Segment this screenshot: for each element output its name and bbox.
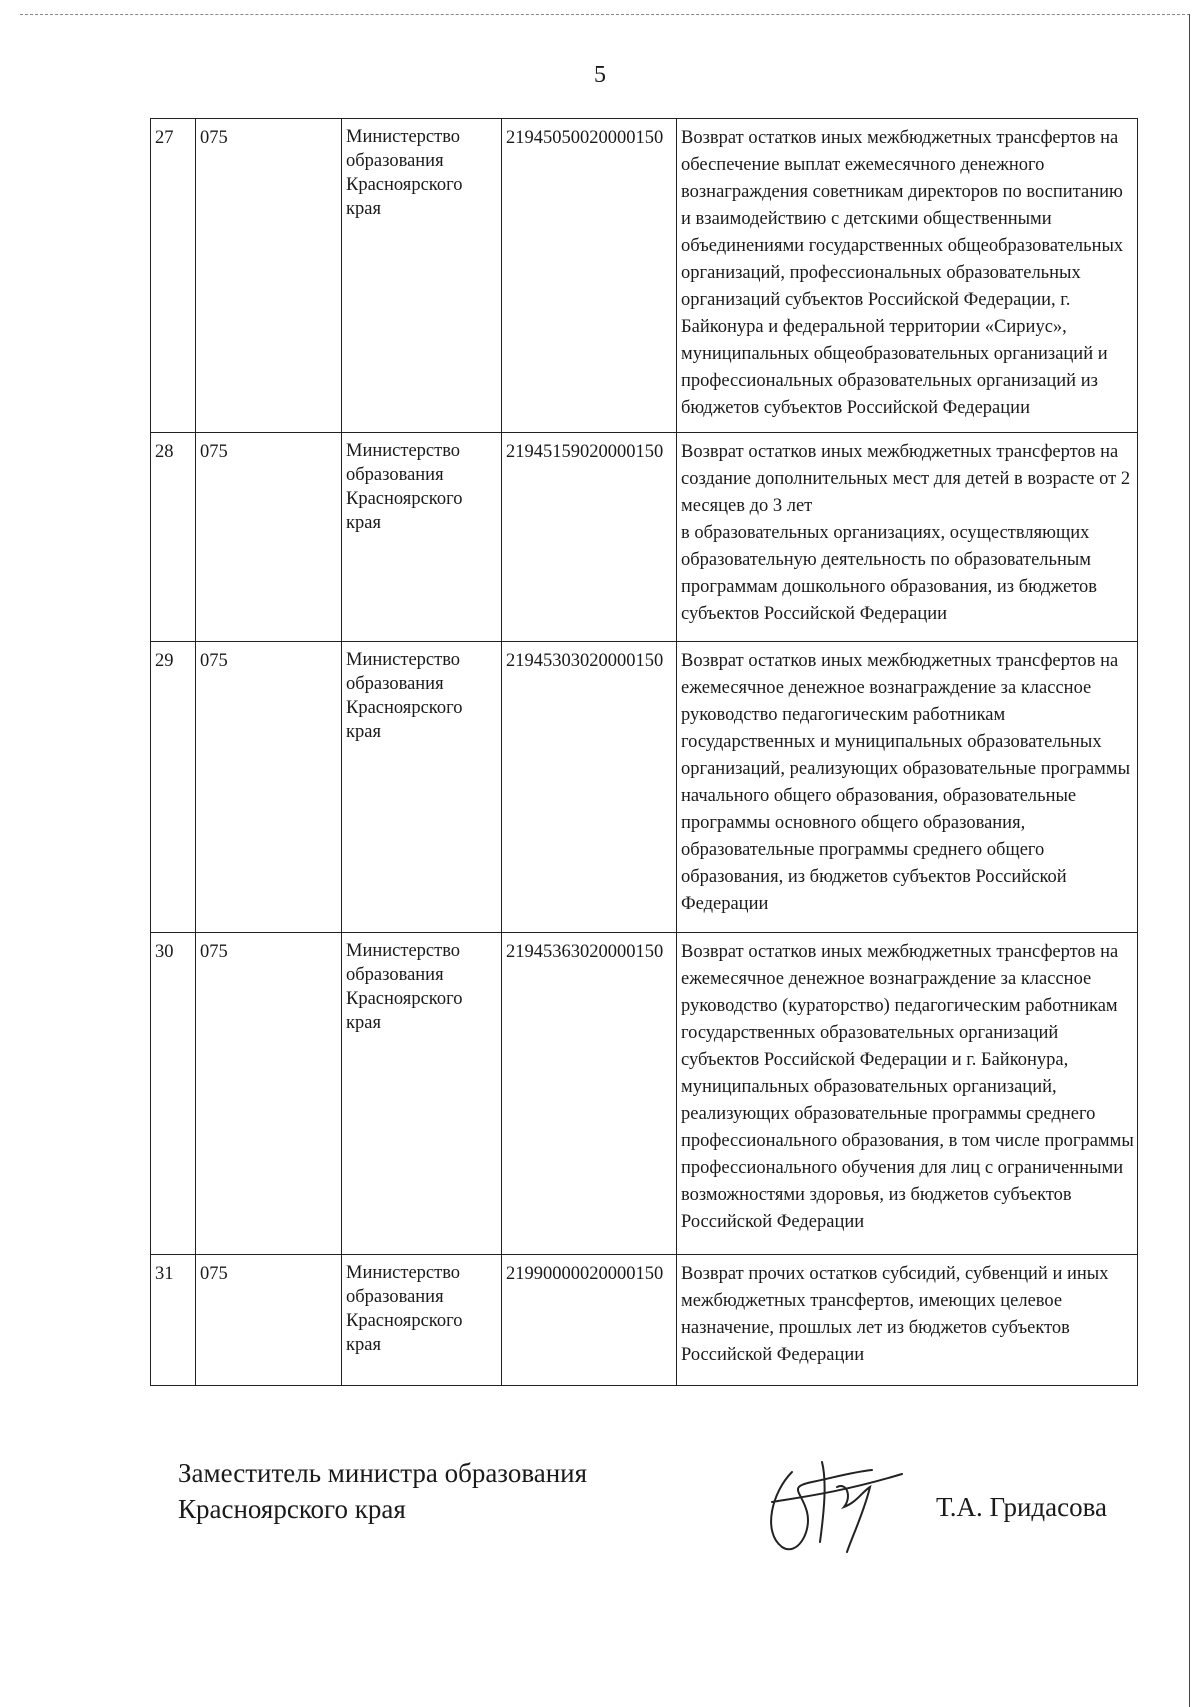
organization-name: Министерство образования Красноярского края: [342, 119, 502, 433]
organization-name: Министерство образования Красноярского края: [342, 433, 502, 642]
row-number: 29: [151, 642, 196, 933]
row-number: 28: [151, 433, 196, 642]
table-row: [151, 433, 1138, 642]
organization-name: Министерство образования Красноярского края: [342, 642, 502, 933]
table-row: [151, 1255, 1138, 1386]
scan-edge-right: [1189, 14, 1190, 1707]
admin-code: 075: [196, 1255, 342, 1386]
budget-classification-code: 21945363020000150: [502, 933, 677, 1255]
signer-title: [178, 1455, 587, 1527]
revenue-description: Возврат прочих остатков субсидий, субвенций и иных межбюджетных трансфертов, имеющих целевое назначение, прошлых лет из бюджетов субъектов Российской Федерации: [677, 1255, 1138, 1386]
table-row: [151, 119, 1138, 433]
budget-classification-code: 21990000020000150: [502, 1255, 677, 1386]
organization-name: Министерство образования Красноярского края: [342, 1255, 502, 1386]
revenue-description: Возврат остатков иных межбюджетных трансфертов на ежемесячное денежное вознаграждение за классное руководство (кураторство) педагогическим работникам государственных образовательных организаций субъектов Российской Федерации и г. Байконура, муниципальных образовательных организаций, реализующих образовательные программы среднего профессионального образования, в том числе программы профессионального обучения для лиц с ограниченными возможностями здоровья, из бюджетов субъектов Российской Федерации: [677, 933, 1138, 1255]
admin-code: 075: [196, 433, 342, 642]
table-row: [151, 642, 1138, 933]
signer-title-line2: Красноярского края: [178, 1494, 406, 1524]
budget-classification-code: 21945159020000150: [502, 433, 677, 642]
handwritten-signature: [752, 1452, 922, 1562]
budget-classification-code: 21945303020000150: [502, 642, 677, 933]
revenue-description: Возврат остатков иных межбюджетных трансфертов на ежемесячное денежное вознаграждение за классное руководство педагогическим работникам государственных и муниципальных образовательных организаций, реализующих образовательные программы начального общего образования, образовательные программы основного общего образования, образовательные программы среднего общего образования, из бюджетов субъектов Российской Федерации: [677, 642, 1138, 933]
signer-name: Т.А. Гридасова: [936, 1492, 1107, 1522]
admin-code: 075: [196, 642, 342, 933]
scan-edge-top: [20, 14, 1190, 15]
revenue-description: Возврат остатков иных межбюджетных трансфертов на обеспечение выплат ежемесячного денежного вознаграждения советникам директоров по воспитанию и взаимодействию с детскими общественными объединениями государственных общеобразовательных организаций, профессиональных образовательных организаций субъектов Российской Федерации, г. Байконура и федеральной территории «Сириус», муниципальных общеобразовательных организаций и профессиональных образовательных организаций из бюджетов субъектов Российской Федерации: [677, 119, 1138, 433]
row-number: 30: [151, 933, 196, 1255]
budget-codes-table: [150, 118, 1138, 1386]
table-row: [151, 933, 1138, 1255]
revenue-description: Возврат остатков иных межбюджетных трансфертов на создание дополнительных мест для детей в возрасте от 2 месяцев до 3 лет в образовательных организациях, осуществляющих образовательную деятельность по образовательным программам дошкольного образования, из бюджетов субъектов Российской Федерации: [677, 433, 1138, 642]
organization-name: Министерство образования Красноярского края: [342, 933, 502, 1255]
admin-code: 075: [196, 933, 342, 1255]
row-number: 27: [151, 119, 196, 433]
signer-title-line1: Заместитель министра образования: [178, 1458, 588, 1488]
row-number: 31: [151, 1255, 196, 1386]
admin-code: 075: [196, 119, 342, 433]
budget-classification-code: 21945050020000150: [502, 119, 677, 433]
page-number: 5: [594, 62, 606, 88]
